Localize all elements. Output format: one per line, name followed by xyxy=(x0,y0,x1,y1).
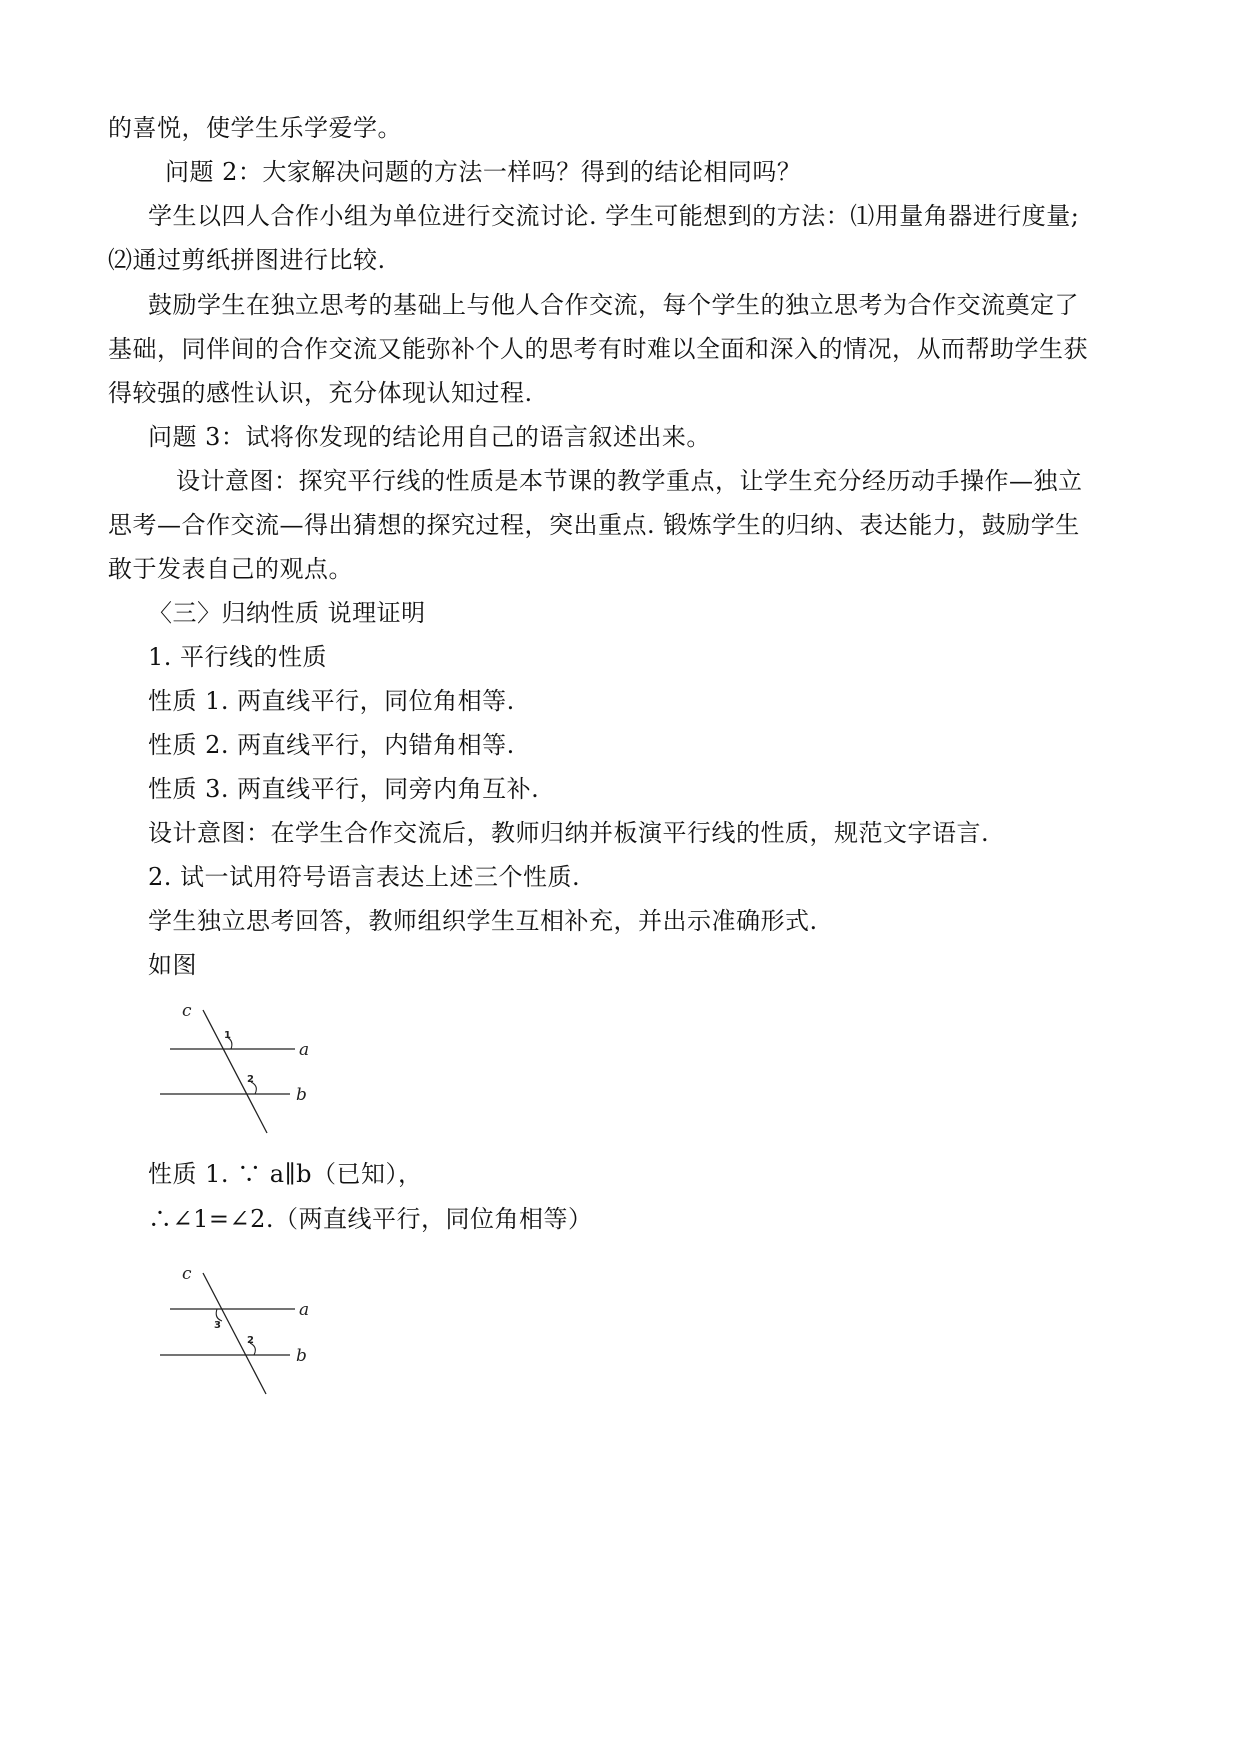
line-c xyxy=(203,1010,267,1133)
label-angle-2: 2 xyxy=(247,1074,254,1085)
label-angle-3: 3 xyxy=(214,1320,221,1331)
paragraph-line: ⑵通过剪纸拼图进行比较. xyxy=(108,246,386,274)
paragraph-line: 鼓励学生在独立思考的基础上与他人合作交流，每个学生的独立思考为合作交流奠定了 xyxy=(148,291,1079,319)
label-c: c xyxy=(182,1001,192,1021)
parallel-lines-figure-1 xyxy=(150,1000,330,1140)
question-3: 问题 3：试将你发现的结论用自己的语言叙述出来。 xyxy=(148,423,711,451)
paragraph-line: 学生独立思考回答，教师组织学生互相补充，并出示准确形式. xyxy=(148,907,818,935)
proof-given: 性质 1. ∵ a∥b（已知）， xyxy=(148,1160,423,1188)
question-2: 问题 2：大家解决问题的方法一样吗？得到的结论相同吗？ xyxy=(165,158,802,186)
label-angle-2: 2 xyxy=(247,1335,254,1346)
paragraph-line: 敢于发表自己的观点。 xyxy=(108,555,353,583)
label-angle-1: 1 xyxy=(224,1030,231,1041)
line-c xyxy=(203,1273,266,1394)
property-1: 性质 1. 两直线平行，同位角相等. xyxy=(148,687,515,715)
design-intent: 设计意图：探究平行线的性质是本节课的教学重点，让学生充分经历动手操作—独立 xyxy=(176,467,1083,495)
paragraph-line: 基础，同伴间的合作交流又能弥补个人的思考有时难以全面和深入的情况，从而帮助学生获 xyxy=(108,335,1088,363)
label-b: b xyxy=(296,1085,307,1105)
section-heading: 〈三〉归纳性质 说理证明 xyxy=(148,599,426,627)
subsection-heading: 2. 试一试用符号语言表达上述三个性质. xyxy=(148,863,581,891)
label-b: b xyxy=(296,1346,307,1366)
paragraph-line: 的喜悦，使学生乐学爱学。 xyxy=(108,114,402,142)
paragraph-line: 如图 xyxy=(148,951,197,979)
paragraph-line: 得较强的感性认识，充分体现认知过程. xyxy=(108,379,533,407)
proof-conclusion: ∴∠1=∠2.（两直线平行，同位角相等） xyxy=(148,1205,593,1233)
label-c: c xyxy=(182,1264,192,1284)
subsection-heading: 1. 平行线的性质 xyxy=(148,643,328,671)
property-3: 性质 3. 两直线平行，同旁内角互补. xyxy=(148,775,540,803)
label-a: a xyxy=(299,1300,310,1320)
property-2: 性质 2. 两直线平行，内错角相等. xyxy=(148,731,515,759)
paragraph-line: 学生以四人合作小组为单位进行交流讨论. 学生可能想到的方法：⑴用量角器进行度量; xyxy=(148,202,1080,230)
paragraph-line: 思考—合作交流—得出猜想的探究过程，突出重点. 锻炼学生的归纳、表达能力，鼓励学生 xyxy=(108,511,1080,539)
label-a: a xyxy=(299,1040,310,1060)
parallel-lines-figure-2 xyxy=(150,1263,330,1403)
design-intent: 设计意图：在学生合作交流后，教师归纳并板演平行线的性质，规范文字语言. xyxy=(148,819,990,847)
